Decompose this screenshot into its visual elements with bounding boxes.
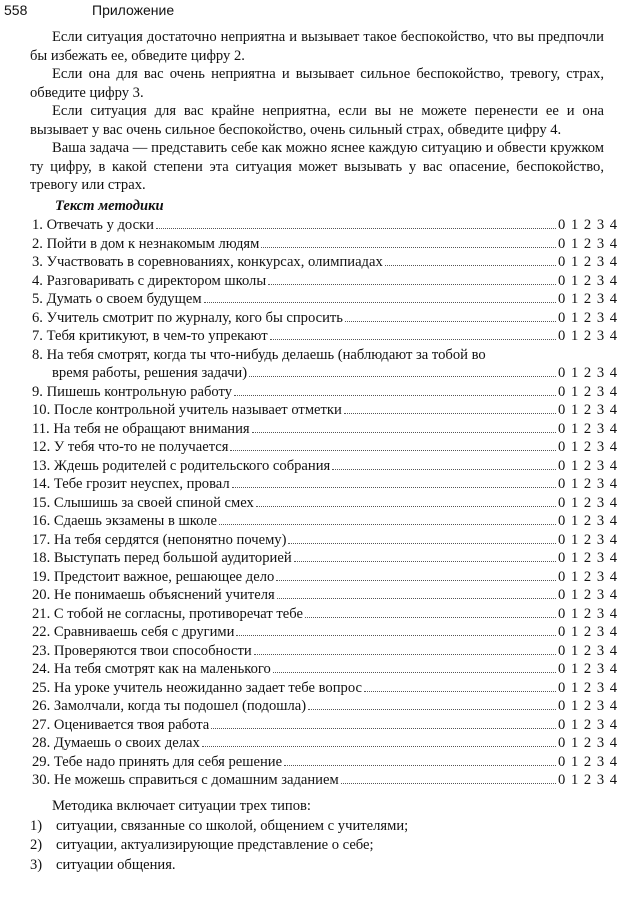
rating-scale: 0 1 2 3 4 [558, 716, 619, 733]
dot-leader [276, 580, 556, 581]
rating-scale: 0 1 2 3 4 [558, 642, 619, 659]
item-text: Тебе надо принять для себя решение [53, 753, 283, 770]
rating-scale: 0 1 2 3 4 [558, 531, 619, 548]
dot-leader [345, 321, 556, 322]
dot-leader [284, 765, 556, 766]
item-number: 24. [32, 661, 51, 677]
rating-scale: 0 1 2 3 4 [558, 272, 619, 289]
item-text: Участвовать в соревнованиях, конкурсах, олимпиадах [46, 254, 383, 270]
rating-scale: 0 1 2 3 4 [558, 753, 619, 770]
item-number: 20. [32, 587, 51, 603]
questionnaire-item [32, 235, 618, 254]
item-number: 16. [32, 513, 51, 529]
rating-scale: 0 1 2 3 4 [558, 624, 619, 640]
questionnaire-item [32, 660, 618, 679]
dot-leader [236, 635, 556, 636]
item-number: 27. [32, 716, 51, 733]
rating-scale: 0 1 2 3 4 [558, 661, 619, 677]
item-number: 11. [32, 420, 50, 437]
dot-leader [204, 302, 556, 303]
list-marker: 2) [30, 837, 43, 853]
list-item [30, 817, 604, 837]
item-text: Не можешь справиться с домашним заданием [53, 772, 339, 788]
item-list [32, 216, 618, 790]
page-number: 558 [4, 2, 28, 18]
questionnaire-item [32, 401, 618, 420]
questionnaire-item [32, 272, 618, 291]
rating-scale: 0 1 2 3 4 [558, 513, 619, 529]
dot-leader [305, 617, 556, 618]
item-text: На уроке учитель неожиданно задает тебе вопрос [53, 679, 362, 696]
item-text: Замолчали, когда ты подошел (подошла) [53, 698, 307, 714]
questionnaire-item [32, 327, 618, 346]
rating-scale: 0 1 2 3 4 [558, 309, 619, 326]
dot-leader [344, 413, 556, 414]
item-text: На тебя сердятся (непонятно почему) [53, 531, 287, 548]
dot-leader [256, 506, 556, 507]
item-number: 19. [32, 568, 51, 585]
intro-text [30, 28, 604, 195]
questionnaire-item [32, 568, 618, 587]
item-text: Оценивается твоя работа [53, 716, 210, 733]
list-marker: 3) [30, 856, 43, 873]
item-number: 26. [32, 698, 51, 714]
dot-leader [385, 265, 556, 266]
intro-paragraph: Если ситуация достаточно неприятна и вызывает такое беспокойство, что вы предпочли бы избежать ее, обведите цифру 2. [30, 29, 604, 64]
questionnaire-item [32, 253, 618, 272]
questionnaire-item [32, 290, 618, 309]
rating-scale: 0 1 2 3 4 [558, 772, 619, 788]
item-text: Проверяются твои способности [53, 642, 252, 659]
item-text: У тебя что-то не получается [53, 439, 229, 455]
rating-scale: 0 1 2 3 4 [558, 587, 619, 603]
rating-scale: 0 1 2 3 4 [558, 735, 619, 751]
rating-scale: 0 1 2 3 4 [558, 550, 619, 566]
questionnaire-item [32, 623, 618, 642]
questionnaire-item [32, 512, 618, 531]
questionnaire-item [32, 457, 618, 476]
item-text: Разговаривать с директором школы [46, 272, 267, 289]
rating-scale: 0 1 2 3 4 [558, 605, 619, 622]
rating-scale: 0 1 2 3 4 [558, 328, 619, 344]
item-number: 13. [32, 457, 51, 474]
rating-scale: 0 1 2 3 4 [558, 439, 619, 455]
item-number: 10. [32, 402, 51, 418]
questionnaire-item [32, 586, 618, 605]
questionnaire-item [32, 753, 618, 772]
item-line [32, 364, 618, 383]
item-number: 5. [32, 291, 43, 307]
item-text: Думать о своем будущем [46, 291, 202, 307]
item-number: 18. [32, 550, 51, 566]
item-text: После контрольной учитель называет отметки [53, 402, 342, 418]
dot-leader [268, 284, 556, 285]
questionnaire-item [32, 475, 618, 494]
item-text: На тебя смотрят, когда ты что-нибудь делаешь (наблюдают за тобой во [46, 346, 486, 363]
item-text: Думаешь о своих делах [53, 735, 200, 751]
list-item [30, 856, 604, 876]
item-number: 8. [32, 346, 43, 363]
item-text: Не понимаешь объяснений учителя [53, 587, 275, 603]
item-text: Тебе грозит неуспех, провал [53, 476, 230, 492]
rating-scale: 0 1 2 3 4 [558, 698, 619, 714]
rating-scale: 0 1 2 3 4 [558, 291, 619, 307]
list-item [30, 836, 604, 856]
item-number: 22. [32, 624, 51, 640]
rating-scale: 0 1 2 3 4 [558, 217, 619, 233]
questionnaire-item [32, 346, 618, 383]
questionnaire-item [32, 438, 618, 457]
item-number: 21. [32, 605, 51, 622]
dot-leader [341, 783, 556, 784]
rating-scale: 0 1 2 3 4 [558, 457, 619, 474]
questionnaire-item [32, 531, 618, 550]
item-number: 1. [32, 217, 43, 233]
dot-leader [230, 450, 556, 451]
dot-leader [234, 395, 556, 396]
item-line [32, 346, 618, 365]
questionnaire-item [32, 642, 618, 661]
questionnaire-item [32, 734, 618, 753]
item-text: Тебя критикуют, в чем-то упрекают [46, 328, 268, 344]
dot-leader [219, 524, 556, 525]
questionnaire-item [32, 679, 618, 698]
item-text: Пишешь контрольную работу [46, 383, 233, 400]
dot-leader [156, 228, 556, 229]
dot-leader [332, 469, 556, 470]
dot-leader [254, 654, 556, 655]
item-text: Слышишь за своей спиной смех [53, 494, 254, 511]
list-item-text: ситуации, связанные со школой, общением с учителями; [56, 817, 409, 834]
item-number: 28. [32, 735, 51, 751]
intro-paragraph: Если она для вас очень неприятна и вызывает сильное беспокойство, тревогу, страх, обведите цифру 3. [30, 66, 604, 101]
rating-scale: 0 1 2 3 4 [558, 365, 619, 381]
item-number: 30. [32, 772, 51, 788]
questionnaire-item [32, 420, 618, 439]
dot-leader [232, 487, 556, 488]
item-number: 23. [32, 642, 51, 659]
item-text: Учитель смотрит по журналу, кого бы спросить [46, 309, 343, 326]
intro-paragraph: Ваша задача — представить себе как можно яснее каждую ситуацию и обвести кружком ту цифру, в какой степени эта ситуация может вызывать у вас опасение, беспокойство, тревогу или страх. [30, 140, 604, 193]
dot-leader [211, 728, 556, 729]
item-text: На тебя смотрят как на маленького [53, 661, 271, 677]
questionnaire-item [32, 494, 618, 513]
list-item-text: ситуации, актуализирующие представление о себе; [56, 837, 374, 853]
item-number: 6. [32, 309, 43, 326]
questionnaire-item [32, 309, 618, 328]
outro-lead: Методика включает ситуации трех типов: [52, 798, 311, 814]
rating-scale: 0 1 2 3 4 [558, 679, 619, 696]
questionnaire-item [32, 716, 618, 735]
item-number: 7. [32, 328, 43, 344]
rating-scale: 0 1 2 3 4 [558, 402, 619, 418]
item-number: 2. [32, 235, 43, 252]
questionnaire-item [32, 383, 618, 402]
list-marker: 1) [30, 817, 43, 834]
item-text: На тебя не обращают внимания [53, 420, 250, 437]
item-text: С тобой не согласны, противоречат тебе [53, 605, 303, 622]
item-number: 25. [32, 679, 51, 696]
item-text: Сравниваешь себя с другими [53, 624, 235, 640]
list-item-text: ситуации общения. [56, 856, 176, 873]
item-number: 17. [32, 531, 51, 548]
dot-leader [273, 672, 556, 673]
questionnaire-item [32, 697, 618, 716]
item-text: Отвечать у доски [46, 217, 154, 233]
questionnaire-item [32, 771, 618, 790]
running-title: Приложение [92, 2, 175, 18]
questionnaire-item [32, 605, 618, 624]
dot-leader [288, 543, 556, 544]
dot-leader [364, 691, 556, 692]
rating-scale: 0 1 2 3 4 [558, 254, 619, 270]
item-number: 15. [32, 494, 51, 511]
rating-scale: 0 1 2 3 4 [558, 476, 619, 492]
item-text: Предстоит важное, решающее дело [53, 568, 275, 585]
questionnaire-item [32, 549, 618, 568]
item-number: 29. [32, 753, 51, 770]
dot-leader [252, 432, 556, 433]
rating-scale: 0 1 2 3 4 [558, 494, 619, 511]
section-heading: Текст методики [55, 198, 164, 214]
item-text: Выступать перед большой аудиторией [53, 550, 292, 566]
rating-scale: 0 1 2 3 4 [558, 235, 619, 252]
outro-text [30, 797, 604, 875]
item-number: 4. [32, 272, 43, 289]
questionnaire-item [32, 216, 618, 235]
dot-leader [294, 561, 556, 562]
dot-leader [202, 746, 556, 747]
item-text: Пойти в дом к незнакомым людям [46, 235, 260, 252]
item-number: 3. [32, 254, 43, 270]
rating-scale: 0 1 2 3 4 [558, 420, 619, 437]
dot-leader [249, 376, 556, 377]
dot-leader [277, 598, 556, 599]
item-text-continuation: время работы, решения задачи) [52, 365, 248, 381]
item-text: Сдаешь экзамены в школе [53, 513, 217, 529]
rating-scale: 0 1 2 3 4 [558, 568, 619, 585]
item-number: 9. [32, 383, 43, 400]
rating-scale: 0 1 2 3 4 [558, 383, 619, 400]
dot-leader [270, 339, 556, 340]
intro-paragraph: Если ситуация для вас крайне неприятна, если вы не можете перенести ее и она вызывает у вас очень сильное беспокойство, очень сильный страх, обведите цифру 4. [30, 103, 604, 138]
item-number: 12. [32, 439, 51, 455]
item-number: 14. [32, 476, 51, 492]
dot-leader [261, 247, 556, 248]
item-text: Ждешь родителей с родительского собрания [53, 457, 331, 474]
dot-leader [308, 709, 556, 710]
